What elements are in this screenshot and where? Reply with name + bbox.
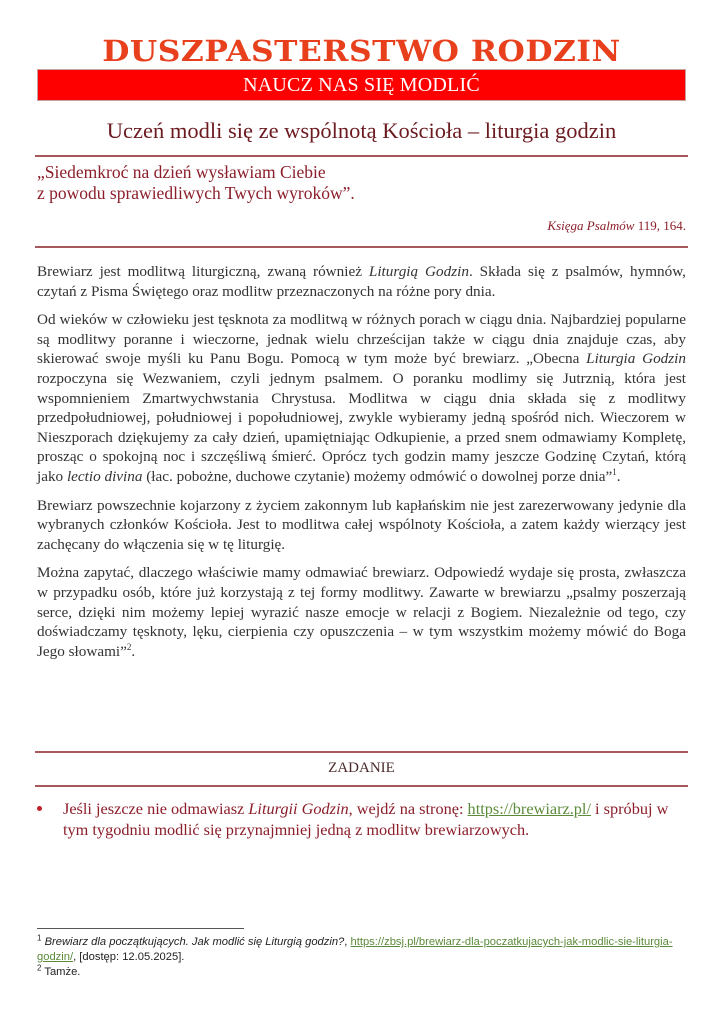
quote-line-2: z powodu sprawiedliwych Twych wyroków”. [37,183,355,203]
task-title: ZADANIE [328,760,395,776]
epigraph-quote [37,162,637,204]
emphasis: Liturgii Godzin [248,799,349,818]
footnote-ref-1[interactable]: 1 [612,466,617,477]
text: . Składa się z psalmów, hymnów, czytań z Pisma Świętego oraz modlitw przeznaczonych na różne pory dnia. [37,263,686,300]
divider-after-quote [35,246,688,248]
task-item [37,798,697,840]
text: i spróbuj w tym tygodniu modlić się przynajmniej jedną z modlitw brewiarzowych. [63,799,669,839]
footnote-link[interactable]: https://zbsj.pl/brewiarz-dla-poczatkujacych-jak-modlic-sie-liturgia-godzin/ [37,936,673,963]
bullet-icon [37,806,42,811]
quote-source [547,218,686,234]
text: (łac. pobożne, duchowe czytanie) możemy odmówić o dowolnej porze dnia” [142,467,613,485]
organization-title: DUSZPASTERSTWO RODZIN [102,34,621,68]
text: Od wieków w człowieku jest tęsknota za modlitwą w różnych porach w ciągu dnia. Najbardziej popularne są modlitwy poranne i wieczorne, jednak wielu chrześcijan także w ciągu dnia znajduje czas, aby skierować swoje myśli ku Panu Bogu. Pomocą w tym może być brewiarz. „Obecna [37,311,686,368]
text: Można zapytać, dlaczego właściwie mamy odmawiać brewiarz. Odpowiedź wydaje się prosta, zwłaszcza w przypadku osób, które już korzystają z tej formy modlitwy. Zawarte w brewiarzu „psalmy poszerzają serce, dzięki nim możemy lepiej wyrazić nasze emocje w relacji z Bogiem. Niezależnie od tego, czy doświadczamy tęsknoty, lęku, cierpienia czy opuszczenia – w tym wszystkim możemy mówić do Boga Jego słowami” [37,564,686,660]
quote-source-book: Księga Psalmów [547,218,635,233]
emphasis: lectio divina [66,467,143,485]
article-body [37,262,686,670]
divider-top [35,155,688,157]
paragraph-4 [37,563,686,661]
footnote-access-date: , [dostęp: 12.05.2025]. [73,951,185,963]
footnote-2 [37,965,687,980]
divider-task-top [35,751,688,753]
footnote-1 [37,935,687,965]
brewiarz-link[interactable]: https://brewiarz.pl/ [467,799,591,818]
series-banner-text: NAUCZ NAS SIĘ MODLIĆ [243,74,480,96]
text: , [344,936,351,948]
text: Jeśli jeszcze nie odmawiasz [63,799,249,818]
lesson-title: Uczeń modli się ze wspólnotą Kościoła – liturgia godzin [106,118,617,143]
footnote-title: Brewiarz dla początkujących. Jak modlić się Liturgią godzin? [44,936,345,948]
divider-task-bottom [35,785,688,787]
emphasis: Liturgia Godzin [586,350,686,368]
text: . [616,467,621,485]
footnote-separator [37,928,244,929]
footnote-ref-2[interactable]: 2 [126,641,132,652]
text: . [131,642,136,660]
task-list [37,798,697,840]
paragraph-1 [37,262,686,301]
text: Brewiarz jest modlitwą liturgiczną, zwaną również [37,263,369,280]
series-banner [37,69,686,101]
footnotes [37,935,687,980]
footnote-number: 1 [37,933,42,943]
quote-source-ref: 119, 164. [634,218,686,233]
paragraph-2 [37,310,686,486]
text: rozpoczyna się Wezwaniem, czyli jednym psalmem. O poranku modlimy się Jutrznią, która jest wspomnieniem Zmartwychwstania Chrystusa. Modlitwa w ciągu dnia składa się z modlitwy przedpołudniowej, południowej i popołudniowej, zwykle wybieramy jedną spośród nich. Wieczorem w Nieszporach dziękujemy za cały dzień, upamiętniając Odkupienie, a przed snem odmawiamy Kompletę, prosząc o spokojną noc i szczęśliwą śmierć. Oprócz tych godzin mamy jeszcze Godzinę Czytań, którą jako [37,369,686,485]
text: , wejdź na stronę: [348,799,468,818]
paragraph-3: Brewiarz powszechnie kojarzony z życiem zakonnym lub kapłańskim nie jest zarezerwowany jedynie dla wybranych członków Kościoła. Jest to modlitwa całej wspólnoty Kościoła, a zatem każdy wierzący jest zachęcany do włączenia się w tę liturgię. [37,496,686,553]
footnote-text: Tamże. [41,966,81,978]
emphasis: Liturgią Godzin [368,263,469,280]
quote-line-1: „Siedemkroć na dzień wysławiam Ciebie [37,162,326,182]
footnote-number: 2 [37,963,42,973]
